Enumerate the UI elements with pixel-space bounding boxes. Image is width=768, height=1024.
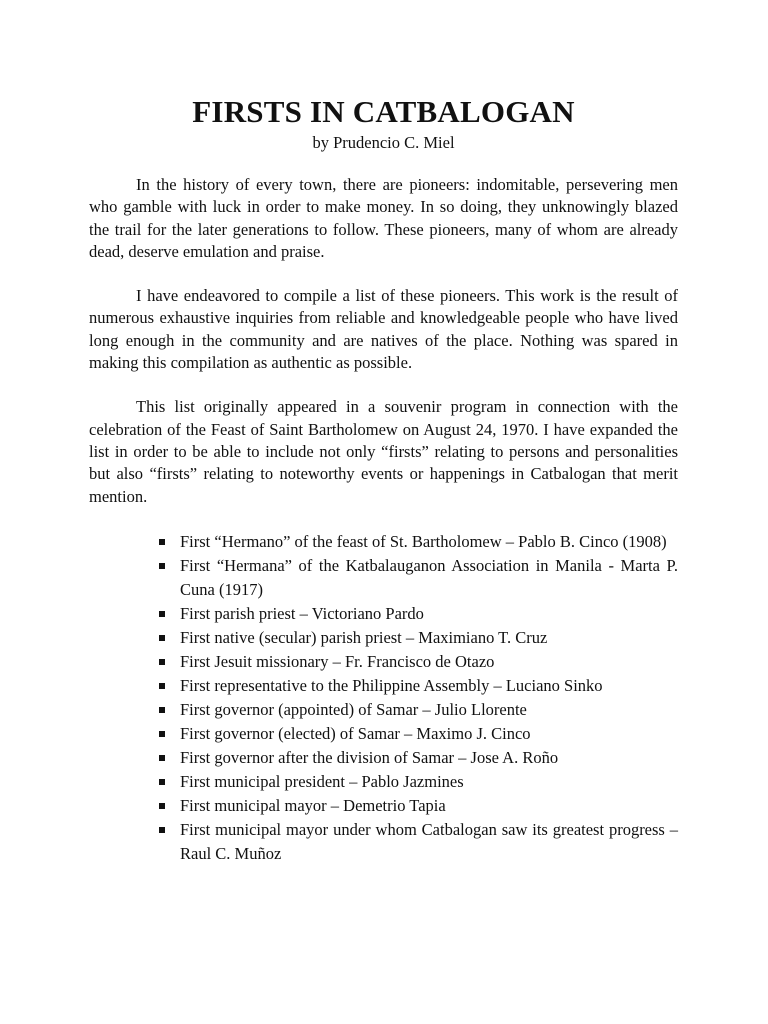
square-bullet-icon xyxy=(159,731,165,737)
list-item-text: First governor (elected) of Samar – Maximo J. Cinco xyxy=(180,723,531,743)
list-item-text: First parish priest – Victoriano Pardo xyxy=(180,603,424,623)
list-item xyxy=(159,530,678,554)
list-item xyxy=(159,602,678,626)
document-page xyxy=(89,92,678,866)
list-item xyxy=(159,698,678,722)
list-item-text: First “Hermano” of the feast of St. Bartholomew – Pablo B. Cinco (1908) xyxy=(180,531,667,551)
paragraph-compilation: I have endeavored to compile a list of these pioneers. This work is the result of numerous exhaustive inquiries from reliable and knowledgeable people who have lived long enough in the community and are natives of the place. Nothing was spared in making this compilation as authentic as possible. xyxy=(89,286,678,373)
firsts-list xyxy=(89,530,678,866)
list-item xyxy=(159,746,678,770)
list-item-text: First municipal mayor under whom Catbalogan saw its greatest progress – Raul C. Muñoz xyxy=(180,819,678,863)
square-bullet-icon xyxy=(159,827,165,833)
paragraph-origin: This list originally appeared in a souvenir program in connection with the celebration of the Feast of Saint Bartholomew on August 24, 1970. I have expanded the list in order to be able to include not only “firsts” relating to persons and personalities but also “firsts” relating to noteworthy events or happenings in Catbalogan that merit mention. xyxy=(89,397,678,506)
square-bullet-icon xyxy=(159,659,165,665)
list-item-text: First municipal president – Pablo Jazmines xyxy=(180,771,464,791)
square-bullet-icon xyxy=(159,755,165,761)
list-item-text: First municipal mayor – Demetrio Tapia xyxy=(180,795,446,815)
list-item xyxy=(159,554,678,602)
paragraph-intro: In the history of every town, there are pioneers: indomitable, persevering men who gamble with luck in order to make money. In so doing, they unknowingly blazed the trail for the later generations to follow. These pioneers, many of whom are already dead, deserve emulation and praise. xyxy=(89,175,678,261)
square-bullet-icon xyxy=(159,563,165,569)
list-item-text: First governor (appointed) of Samar – Julio Llorente xyxy=(180,699,527,719)
list-item-text: First native (secular) parish priest – Maximiano T. Cruz xyxy=(180,627,548,647)
list-item xyxy=(159,818,678,866)
list-item-text: First representative to the Philippine Assembly – Luciano Sinko xyxy=(180,675,603,695)
square-bullet-icon xyxy=(159,779,165,785)
document-title: FIRSTS IN CATBALOGAN xyxy=(192,94,575,129)
list-item-text: First Jesuit missionary – Fr. Francisco de Otazo xyxy=(180,651,495,671)
square-bullet-icon xyxy=(159,539,165,545)
square-bullet-icon xyxy=(159,803,165,809)
list-item xyxy=(159,770,678,794)
square-bullet-icon xyxy=(159,635,165,641)
square-bullet-icon xyxy=(159,611,165,617)
list-item-text: First “Hermana” of the Katbalauganon Association in Manila - Marta P. Cuna (1917) xyxy=(180,555,678,599)
list-item xyxy=(159,794,678,818)
square-bullet-icon xyxy=(159,707,165,713)
square-bullet-icon xyxy=(159,683,165,689)
list-item xyxy=(159,674,678,698)
list-item xyxy=(159,650,678,674)
list-item xyxy=(159,722,678,746)
list-item-text: First governor after the division of Samar – Jose A. Roño xyxy=(180,747,559,767)
list-item xyxy=(159,626,678,650)
author-byline: by Prudencio C. Miel xyxy=(312,133,455,152)
